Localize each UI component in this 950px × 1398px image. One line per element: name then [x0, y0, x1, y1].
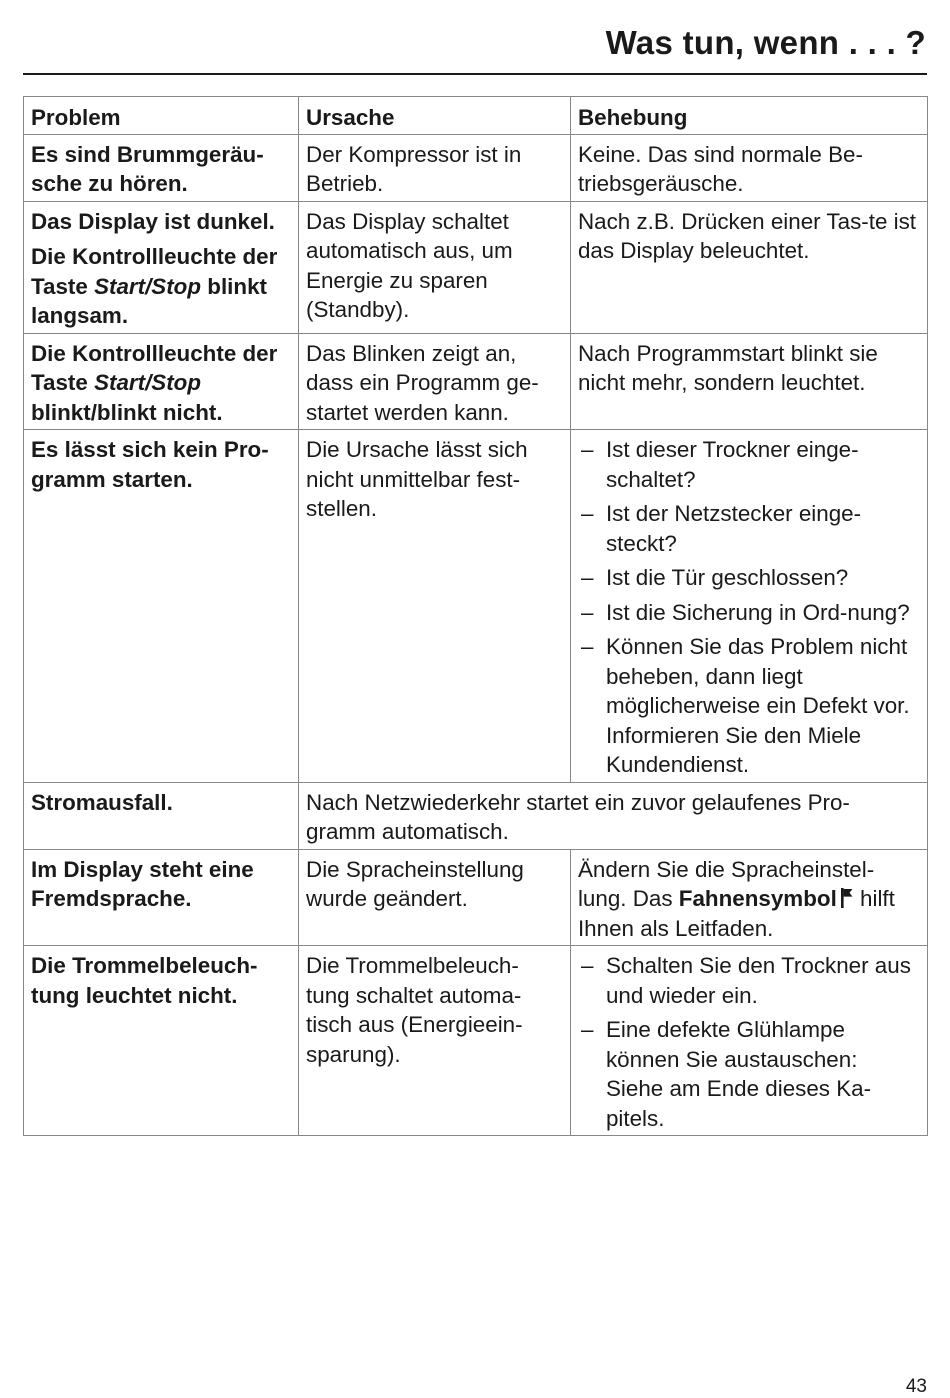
title-rule	[23, 73, 927, 75]
cause-cell	[299, 946, 571, 1136]
problem-text: Es lässt sich kein Pro-gramm starten.	[31, 437, 269, 492]
table-row	[24, 134, 928, 201]
cause-fix-text: Nach Netzwiederkehr startet ein zuvor gelaufenes Pro-gramm automatisch.	[306, 789, 850, 844]
header-cause: Ursache	[299, 97, 571, 135]
start-stop-key-label: Start/Stop	[94, 370, 202, 395]
fix-cell	[570, 333, 927, 430]
problem-cell	[24, 849, 299, 946]
cause-text: Der Kompressor ist in Betrieb.	[306, 141, 522, 196]
start-stop-key-label: Start/Stop	[94, 273, 202, 299]
list-item: – Schalten Sie den Trockner aus und wieder ein.	[578, 951, 919, 1010]
list-item: – Können Sie das Problem nicht beheben, dann liegt möglicherweise ein Defekt vor. Informieren Sie den Miele Kundendienst.	[578, 632, 919, 780]
problem-text: Es sind Brummgeräu-sche zu hören.	[31, 141, 264, 196]
flag-symbol-label: Fahnensymbol	[678, 886, 837, 911]
cause-cell	[299, 430, 571, 783]
table-row	[24, 201, 928, 333]
cause-text: Das Display schaltet automatisch aus, um Energie zu sparen (Standby).	[306, 208, 513, 322]
fix-cell	[570, 430, 927, 783]
problem-text-part: blinkt langsam.	[31, 273, 267, 328]
problem-cell	[24, 134, 299, 201]
header-fix: Behebung	[570, 97, 927, 135]
page-number: 43	[905, 1376, 927, 1397]
cause-cell	[299, 201, 571, 333]
cause-text: Die Trommelbeleuch-tung schaltet automa-tisch aus (Energieein-sparung).	[306, 953, 523, 1067]
cause-text: Die Spracheinstellung wurde geändert.	[306, 856, 524, 911]
fix-text: Nach Programmstart blinkt sie nicht mehr, sondern leuchtet.	[577, 340, 878, 395]
fix-text: Nach z.B. Drücken einer Tas-te ist das Display beleuchtet.	[577, 208, 917, 263]
list-item: – Eine defekte Glühlampe können Sie austauschen: Siehe am Ende dieses Ka-pitels.	[578, 1015, 919, 1133]
problem-text: Im Display steht eine Fremdsprache.	[31, 856, 254, 911]
fix-cell	[570, 201, 927, 333]
cause-fix-cell	[299, 782, 928, 849]
list-item: – Ist dieser Trockner einge-schaltet?	[578, 435, 919, 494]
table-row	[24, 946, 928, 1136]
table-row	[24, 849, 928, 946]
troubleshooting-table	[23, 96, 928, 1136]
fix-text	[578, 855, 919, 944]
problem-cell	[24, 333, 299, 430]
fix-cell	[570, 849, 927, 946]
fix-cell	[570, 946, 927, 1136]
problem-text: Stromausfall.	[31, 789, 173, 815]
table-header-row	[24, 97, 928, 135]
cause-text: Das Blinken zeigt an, dass ein Programm ge-startet werden kann.	[306, 340, 539, 425]
page-title: Was tun, wenn . . . ?	[605, 24, 926, 61]
table-row	[24, 430, 928, 783]
table-row	[24, 333, 928, 430]
problem-text-part: Die Kontrollleuchte der Taste	[31, 340, 278, 395]
flag-icon	[840, 888, 854, 908]
fix-text-part: hilft Ihnen als Leitfaden.	[577, 886, 895, 941]
cause-cell	[299, 849, 571, 946]
cause-cell	[299, 134, 571, 201]
problem-text	[31, 339, 290, 428]
list-item: – Ist der Netzstecker einge-steckt?	[578, 499, 919, 558]
list-item: – Ist die Sicherung in Ord-nung?	[578, 598, 919, 628]
problem-text-part: blinkt/blinkt nicht.	[31, 399, 223, 425]
problem-cell	[24, 430, 299, 783]
fix-checklist	[578, 435, 919, 780]
problem-text: Die Trommelbeleuch-tung leuchtet nicht.	[31, 953, 258, 1008]
cause-text: Die Ursache lässt sich nicht unmittelbar fest-stellen.	[306, 437, 528, 521]
problem-text: Das Display ist dunkel.	[31, 208, 275, 234]
problem-text	[31, 242, 290, 331]
fix-text: Keine. Das sind normale Be-triebsgeräusche.	[577, 141, 863, 196]
problem-text-part: Die Kontrollleuchte der Taste	[31, 244, 278, 299]
problem-cell	[24, 782, 299, 849]
problem-cell	[24, 201, 299, 333]
table-row	[24, 782, 928, 849]
problem-cell	[24, 946, 299, 1136]
header-problem: Problem	[24, 97, 299, 135]
list-item: – Ist die Tür geschlossen?	[578, 563, 919, 593]
fix-text-part: Ändern Sie die Spracheinstel-lung. Das	[577, 856, 875, 911]
fix-checklist	[578, 951, 919, 1133]
cause-cell	[299, 333, 571, 430]
fix-cell	[570, 134, 927, 201]
